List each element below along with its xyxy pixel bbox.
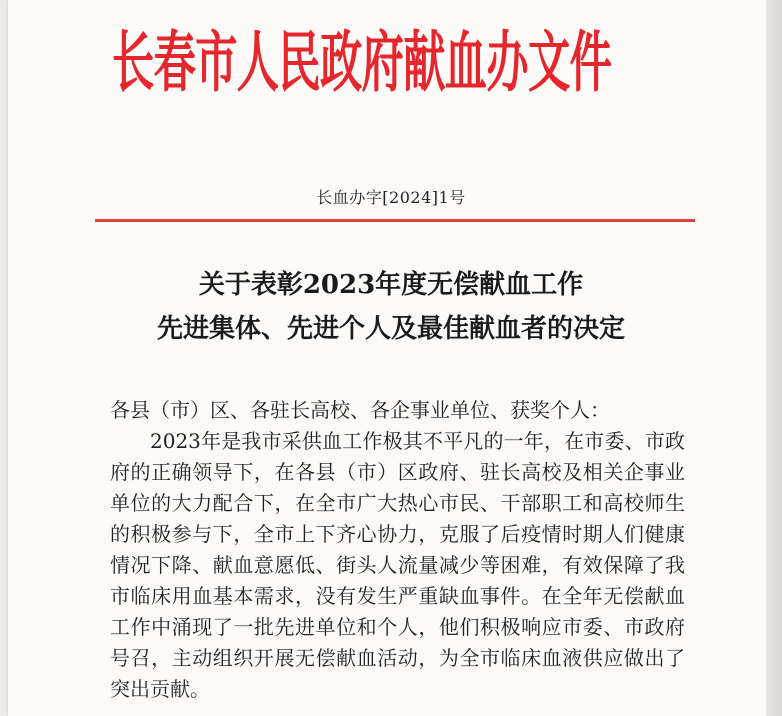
document-title-line-1: 关于表彰2023年度无偿献血工作 — [198, 270, 584, 300]
document-number: 长血办字[2024]1号 — [316, 188, 466, 207]
document-masthead: 长春市人民政府献血办文件 — [112, 24, 612, 101]
salutation: 各县（市）区、各驻长高校、各企事业单位、获奖个人： — [110, 398, 610, 422]
document-title-line-2: 先进集体、先进个人及最佳献血者的决定 — [156, 314, 625, 344]
body-paragraph: 2023年是我市采供血工作极其不平凡的一年，在市委、市政府的正确领导下，在各县（市）区政府、驻长高校及相关企事业单位的大力配合下，在全市广大热心市民、干部职工和高校师生的积极参与下，全市上下齐心协力，克服了后疫情时期人们健康情况下降、献血意愿低、街头人流量减少等困难，有效保障了我市临床用血基本需求，没有发生严重缺血事件。在全年无偿献血工作中涌现了一批先进单位和个人，他们积极响应市委、市政府号召，主动组织开展无偿献血活动，为全市临床血液供应做出了突出贡献。 — [110, 429, 685, 701]
red-divider-line — [95, 219, 695, 222]
page-edge-shadow — [766, 0, 782, 716]
